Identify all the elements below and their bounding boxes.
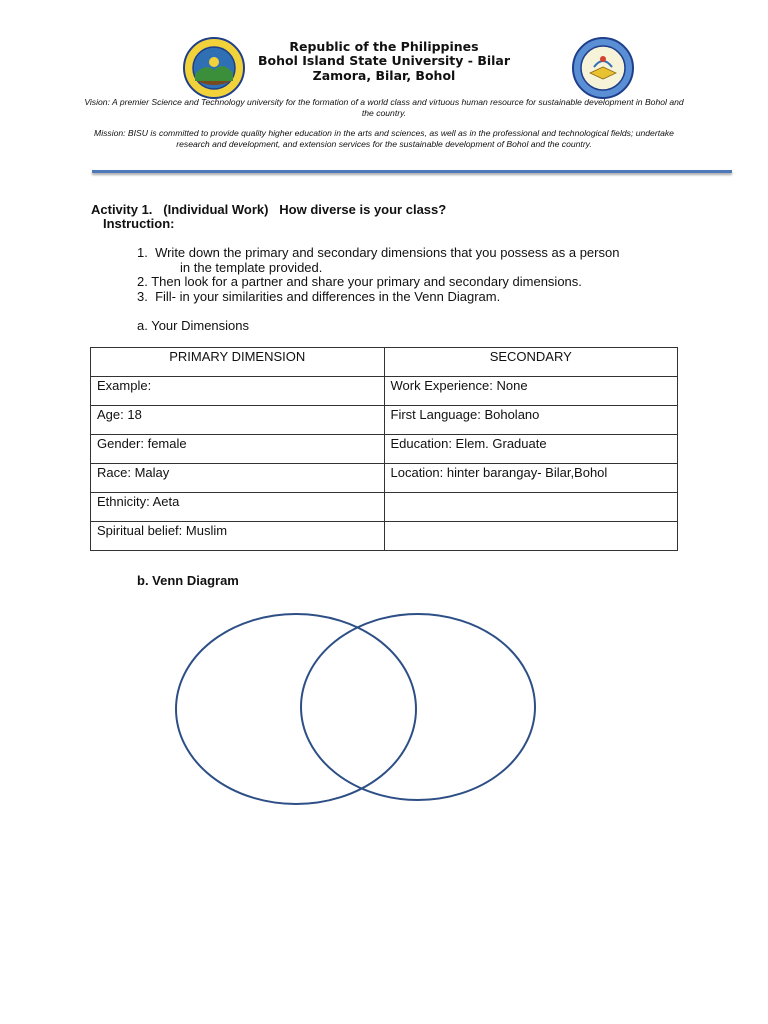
table-cell: First Language: Boholano: [384, 406, 678, 435]
table-header-secondary: SECONDARY: [384, 348, 678, 377]
table-cell: Education: Elem. Graduate: [384, 435, 678, 464]
dimensions-table: [90, 347, 678, 551]
table-row: [91, 406, 678, 435]
venn-circle-left: [176, 614, 416, 804]
table-cell: Race: Malay: [91, 464, 385, 493]
section-venn-diagram: b. Venn Diagram: [137, 573, 239, 588]
table-cell: Example:: [91, 377, 385, 406]
table-row: [91, 435, 678, 464]
header-country: Republic of the Philippines: [289, 39, 479, 54]
instruction-step-1: 1. Write down the primary and secondary dimensions that you possess as a person: [137, 245, 620, 260]
venn-circle-right: [301, 614, 535, 800]
instruction-step-3: 3. Fill- in your similarities and differences in the Venn Diagram.: [137, 289, 501, 304]
table-cell: [384, 522, 678, 551]
header-divider: [92, 170, 732, 173]
table-cell: Age: 18: [91, 406, 385, 435]
section-your-dimensions: a. Your Dimensions: [137, 318, 250, 333]
instruction-label: Instruction:: [103, 216, 175, 231]
header-address: Zamora, Bilar, Bohol: [312, 68, 456, 83]
header-university: Bohol Island State University - Bilar: [257, 53, 511, 68]
table-cell: Ethnicity: Aeta: [91, 493, 385, 522]
mission-statement: Mission: BISU is committed to provide quality higher education in the arts and sciences, as well as in the professional and technological fields; undertake research and development, and extension services for the sustainable development of Bohol and the country.: [94, 128, 674, 149]
table-cell: Gender: female: [91, 435, 385, 464]
table-header-primary: PRIMARY DIMENSION: [91, 348, 385, 377]
table-cell: Spiritual belief: Muslim: [91, 522, 385, 551]
instruction-step-1-cont: in the template provided.: [180, 260, 323, 275]
activity-title: Activity 1. (Individual Work) How diverse is your class?: [91, 202, 447, 217]
table-cell: [384, 493, 678, 522]
vision-statement: Vision: A premier Science and Technology university for the formation of a world class and virtuous human resource for sustainable development in Bohol and the country.: [84, 97, 684, 118]
table-row: [91, 493, 678, 522]
table-row: [91, 377, 678, 406]
venn-diagram: [160, 600, 560, 820]
table-row: [91, 522, 678, 551]
table-cell: Work Experience: None: [384, 377, 678, 406]
table-cell: Location: hinter barangay- Bilar,Bohol: [384, 464, 678, 493]
table-row: [91, 464, 678, 493]
instruction-step-2: 2. Then look for a partner and share your primary and secondary dimensions.: [137, 274, 582, 289]
table-header-row: [91, 348, 678, 377]
